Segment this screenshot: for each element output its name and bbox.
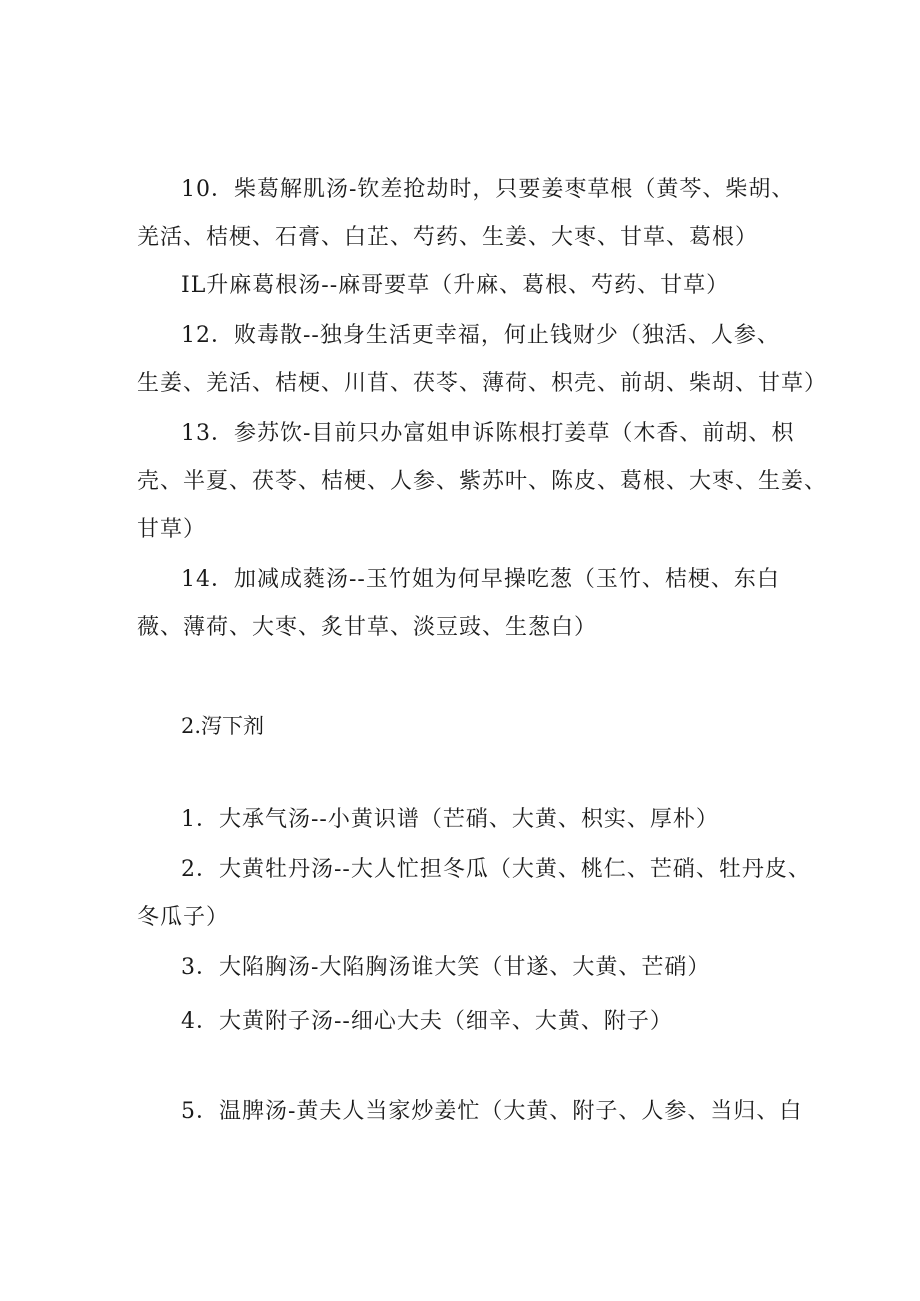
entry-14-line-2: 薇、薄荷、大枣、炙甘草、淡豆豉、生葱白） [137, 615, 598, 640]
section-heading: 2.泻下剂 [181, 714, 265, 738]
entry-2-2-line-2: 冬瓜子） [137, 905, 230, 930]
entry-2-2-line-1: 2．大黄牡丹汤--大人忙担冬瓜（大黄、桃仁、芒硝、牡丹皮、 [181, 857, 811, 882]
entry-10-line-2: 羌活、桔梗、石膏、白芷、芍药、生姜、大枣、甘草、葛根） [137, 225, 759, 250]
entry-12-line-1: 12．败毒散--独身生活更幸福，何止钱财少（独活、人参、 [181, 323, 780, 348]
entry-11-line-1: IL升麻葛根汤--麻哥要草（升麻、葛根、芍药、甘草） [181, 273, 730, 298]
entry-14-line-1: 14．加减成蕤汤--玉竹姐为何早操吃葱（玉竹、桔梗、东白 [181, 567, 780, 592]
entry-2-1-line-1: 1．大承气汤--小黄识谱（芒硝、大黄、枳实、厚朴） [181, 807, 719, 832]
entry-2-5-line-1: 5．温脾汤-黄夫人当家炒姜忙（大黄、附子、人参、当归、白 [181, 1099, 803, 1124]
entry-13-line-2: 壳、半夏、茯苓、桔梗、人参、紫苏叶、陈皮、葛根、大枣、生姜、 [137, 469, 828, 494]
entry-2-4-line-1: 4．大黄附子汤--细心大夫（细辛、大黄、附子） [181, 1009, 673, 1034]
entry-2-3-line-1: 3．大陷胸汤-大陷胸汤谁大笑（甘遂、大黄、芒硝） [181, 955, 711, 980]
entry-13-line-3: 甘草） [137, 517, 207, 542]
entry-12-line-2: 生姜、羌活、桔梗、川苜、茯苓、薄荷、枳壳、前胡、柴胡、甘草） [137, 371, 828, 396]
entry-10-line-1: 10．柴葛解肌汤-钦差抢劫时，只要姜枣草根（黄芩、柴胡、 [181, 177, 795, 202]
entry-13-line-1: 13．参苏饮-目前只办富姐申诉陈根打姜草（木香、前胡、枳 [181, 421, 795, 446]
